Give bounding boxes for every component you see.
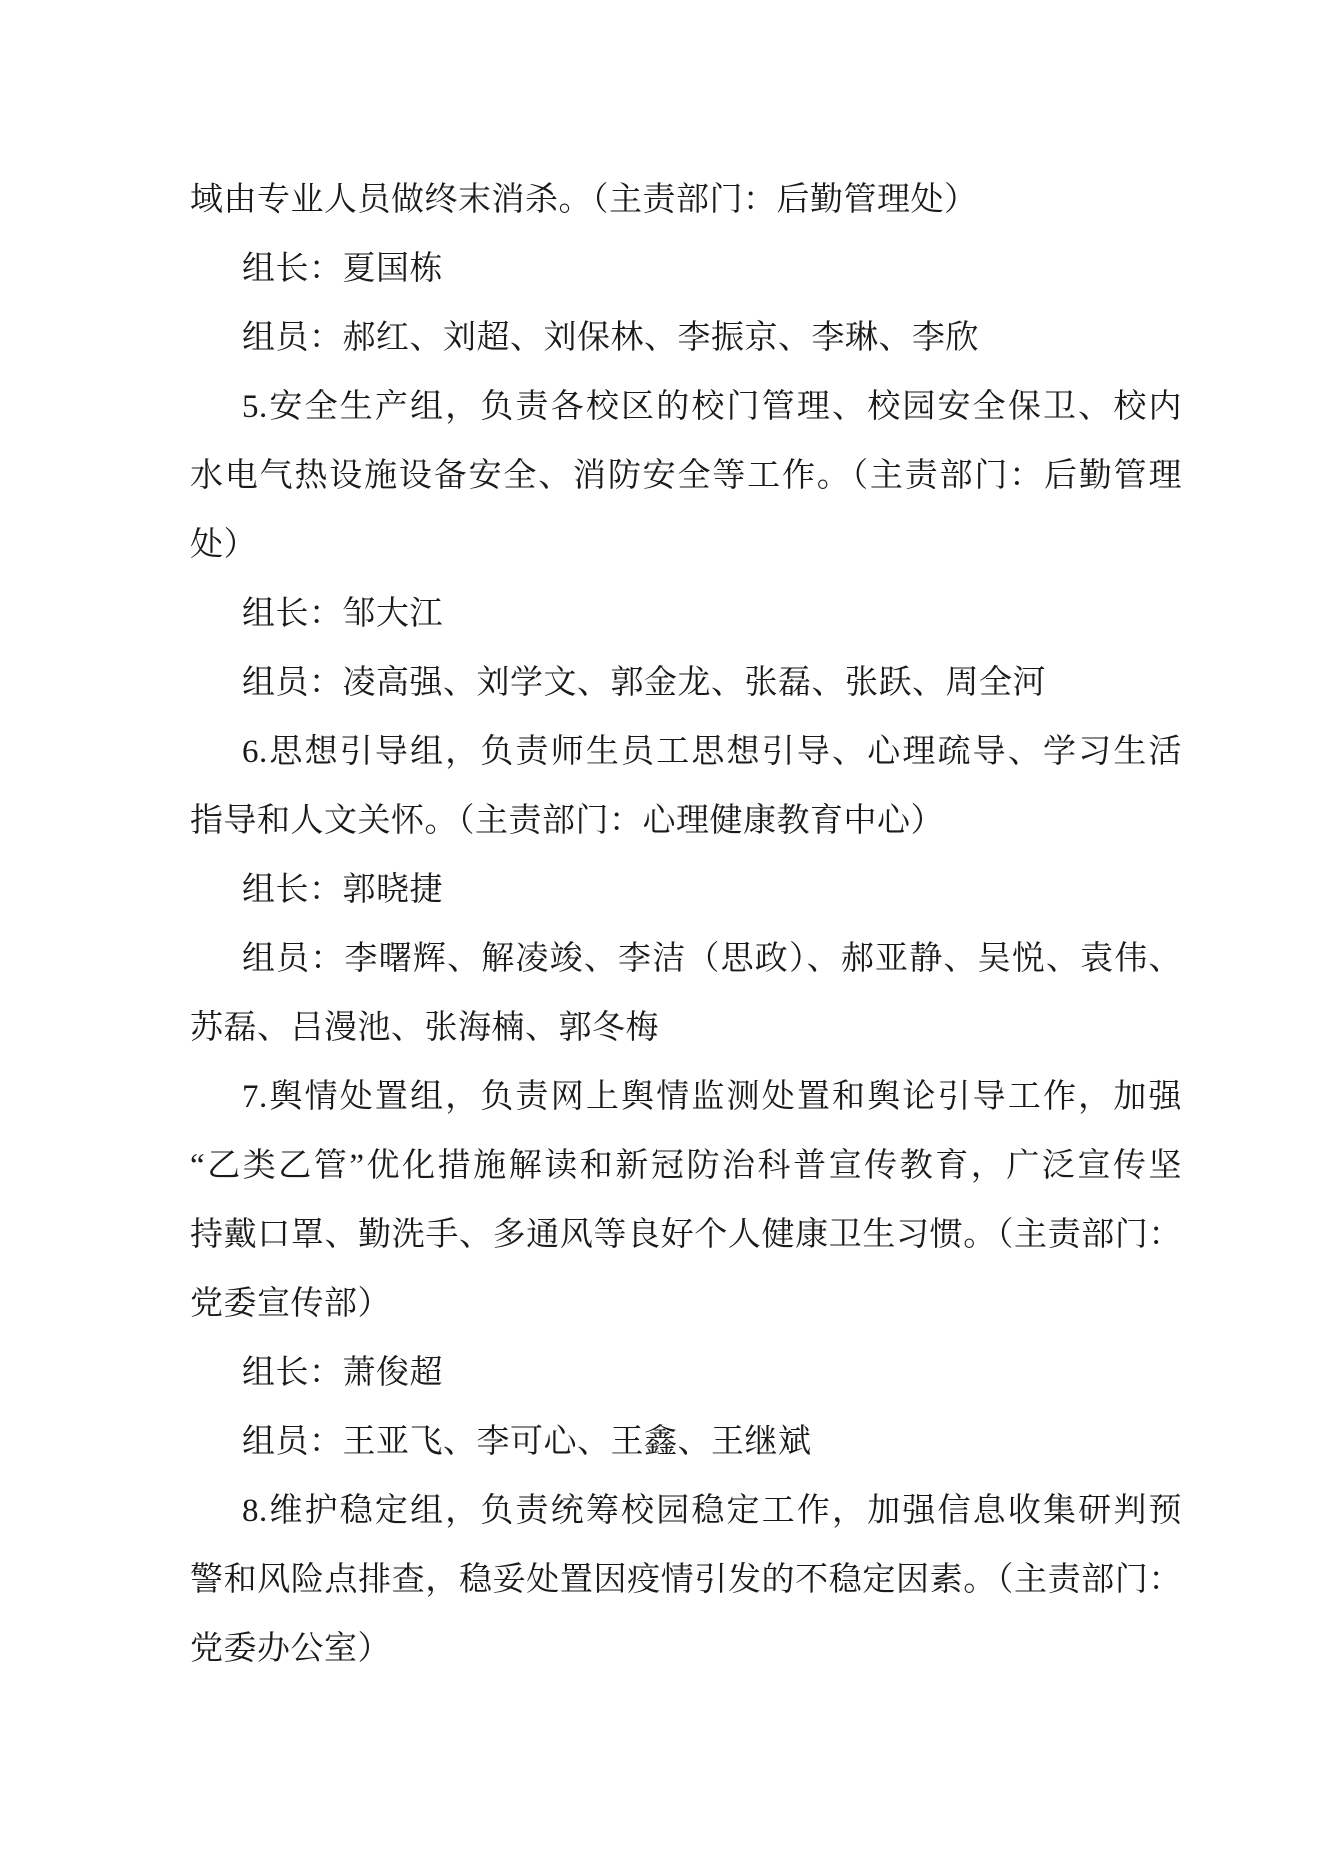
text-line: 组长：萧俊超 [242, 1355, 443, 1391]
text-line: 6.思想引导组，负责师生员工思想引导、心理疏导、学习生活 [242, 734, 1182, 770]
text-line: 组员：王亚飞、李可心、王鑫、王继斌 [242, 1424, 812, 1460]
text-line: 8.维护稳定组，负责统筹校园稳定工作，加强信息收集研判预 [242, 1493, 1182, 1529]
text-line: 组长：邹大江 [242, 596, 443, 632]
text-line: 组长：夏国栋 [242, 251, 443, 287]
text-line: 持戴口罩、勤洗手、多通风等良好个人健康卫生习惯。（主责部门： [190, 1217, 1182, 1253]
text-line: 苏磊、吕漫池、张海楠、郭冬梅 [190, 1010, 659, 1046]
text-line: 处） [190, 527, 257, 563]
text-line: 组员：凌高强、刘学文、郭金龙、张磊、张跃、周全河 [242, 665, 1046, 701]
text-line: 域由专业人员做终末消杀。（主责部门：后勤管理处） [190, 182, 978, 218]
text-body [190, 166, 1182, 1684]
text-line: 水电气热设施设备安全、消防安全等工作。（主责部门：后勤管理 [190, 458, 1182, 494]
text-line: 党委办公室） [190, 1631, 391, 1667]
text-line: 指导和人文关怀。（主责部门：心理健康教育中心） [190, 803, 944, 839]
text-line: 组长：郭晓捷 [242, 872, 443, 908]
text-line: 组员：李曙辉、解凌竣、李洁（思政）、郝亚静、吴悦、袁伟、 [242, 941, 1182, 977]
text-line: “乙类乙管”优化措施解读和新冠防治科普宣传教育，广泛宣传坚 [190, 1148, 1182, 1184]
text-line: 7.舆情处置组，负责网上舆情监测处置和舆论引导工作，加强 [242, 1079, 1182, 1115]
text-line: 组员：郝红、刘超、刘保林、李振京、李琳、李欣 [242, 320, 979, 356]
text-line: 5.安全生产组，负责各校区的校门管理、校园安全保卫、校内 [242, 389, 1182, 425]
text-line: 党委宣传部） [190, 1286, 391, 1322]
text-line: 警和风险点排查，稳妥处置因疫情引发的不稳定因素。（主责部门： [190, 1562, 1182, 1598]
